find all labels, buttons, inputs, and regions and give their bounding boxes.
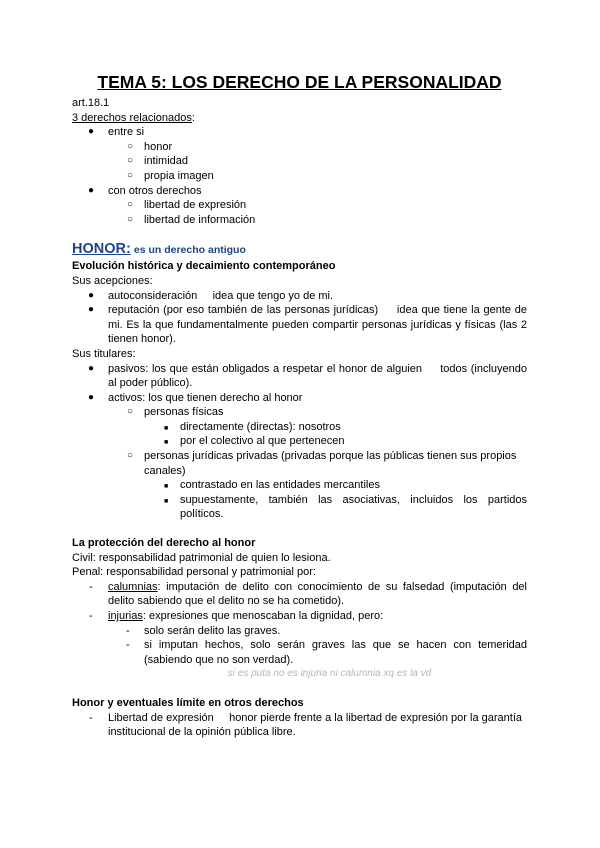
circle-bullet-icon: ○ — [127, 199, 134, 211]
circle-bullet-icon: ○ — [127, 213, 134, 225]
dash-bullet-icon: - — [89, 580, 93, 593]
circle-bullet-icon: ○ — [127, 450, 134, 462]
document-page — [72, 72, 531, 740]
bullet-icon: ● — [88, 362, 95, 374]
list-item — [72, 478, 527, 493]
dash-bullet-icon: - — [89, 610, 93, 622]
list-item — [72, 154, 527, 169]
item-text: por el colectivo al que pertenecen — [180, 435, 345, 448]
item-text: intimidad — [144, 155, 189, 168]
item-text: solo serán delito las graves. — [144, 624, 281, 637]
list-item — [72, 580, 527, 609]
group-label: con otros derechos — [108, 184, 202, 197]
titulares-label: Sus titulares: — [72, 347, 136, 360]
list-item — [72, 289, 527, 304]
item-text: reputación (por eso también de las personas jurídicas) idea que tiene la gente de mi. Es la que fundamentalmente pueden compartir personas jurídicas y físicas (las 2 tienen honor). — [108, 304, 531, 346]
dash-bullet-icon: - — [126, 624, 130, 637]
honor-title: HONOR: — [72, 241, 131, 258]
circle-bullet-icon: ○ — [127, 140, 134, 152]
related-rights-heading-text: 3 derechos relacionados — [72, 111, 192, 124]
group-entre-si — [72, 125, 527, 140]
honor-heading — [72, 240, 527, 259]
circle-bullet-icon: ○ — [127, 155, 134, 167]
evolution-title: Evolución histórica y decaimiento contemporáneo — [72, 260, 336, 273]
item-text: : expresiones que menoscaban la dignidad, pero: — [142, 610, 384, 622]
item-text: libertad de expresión — [144, 199, 247, 212]
proteccion-civil: Civil: responsabilidad patrimonial de quien lo lesiona. — [72, 551, 331, 564]
honor-subtitle: es un derecho antiguo — [133, 244, 246, 257]
penal-list — [72, 580, 527, 668]
square-bullet-icon: ■ — [164, 439, 169, 447]
acepciones-label: Sus acepciones: — [72, 274, 153, 287]
document-title: TEMA 5: LOS DERECHO DE LA PERSONALIDAD — [97, 72, 502, 92]
group-otros-derechos — [72, 184, 527, 199]
item-text: propia imagen — [144, 169, 214, 182]
article-reference: art.18.1 — [72, 97, 110, 109]
list-item — [72, 624, 527, 639]
list-item — [72, 140, 527, 155]
list-item — [72, 362, 531, 391]
list-item — [72, 213, 527, 228]
item-text: : imputación de delito con conocimiento de su falsedad (imputación del delito sabiendo que el delito no se ha cometido). — [108, 580, 527, 608]
titulares-list — [72, 362, 531, 523]
margin-note: si es puta no es injuria ni calumnia xq es la vd — [227, 668, 432, 680]
list-item — [72, 638, 527, 667]
item-text: Libertad de expresión honor pierde frente a la libertad de expresión por la garantía institucional de la opinión pública libre. — [108, 711, 526, 739]
bullet-icon: ● — [88, 304, 95, 316]
item-text: activos: los que tienen derecho al honor — [108, 391, 303, 404]
item-text: libertad de información — [144, 213, 256, 226]
proteccion-title: La protección del derecho al honor — [72, 537, 256, 550]
list-item — [72, 405, 527, 420]
square-bullet-icon: ■ — [164, 483, 169, 491]
list-item — [72, 420, 527, 435]
acepciones-list — [72, 289, 531, 347]
item-text: supuestamente, también las asociativas, incluidos los partidos políticos. — [180, 493, 527, 521]
list-item — [72, 198, 527, 213]
item-text: directamente (directas): nosotros — [180, 420, 341, 433]
list-item — [72, 449, 527, 478]
related-rights-heading — [72, 111, 527, 126]
limites-list — [72, 711, 527, 740]
list-item — [72, 434, 527, 449]
square-bullet-icon: ■ — [164, 497, 169, 505]
limites-title: Honor y eventuales límite en otros derechos — [72, 696, 304, 709]
list-item — [72, 711, 527, 740]
circle-bullet-icon: ○ — [127, 169, 134, 181]
list-item — [72, 493, 527, 522]
list-item — [72, 609, 527, 624]
related-rights-colon: : — [191, 111, 195, 124]
dash-bullet-icon: - — [89, 711, 93, 724]
bullet-icon: ● — [88, 289, 95, 301]
list-item — [72, 303, 531, 347]
group-label: entre si — [108, 126, 145, 139]
calumnias-term: calumnias — [108, 580, 158, 593]
list-item — [72, 391, 527, 406]
item-text: personas físicas — [144, 406, 224, 419]
dash-bullet-icon: - — [126, 639, 130, 652]
item-text: pasivos: los que están obligados a respetar el honor de alguien todos (incluyendo al poder público). — [108, 362, 531, 390]
injurias-term: injurias — [108, 610, 143, 622]
item-text: contrastado en las entidades mercantiles — [180, 479, 380, 492]
item-text: si imputan hechos, solo serán graves las que se hacen con temeridad (sabiendo que no son verdad). — [144, 639, 527, 666]
bullet-icon: ● — [88, 184, 95, 196]
item-text: autoconsideración idea que tengo yo de mi. — [108, 289, 334, 302]
item-text: personas jurídicas privadas (privadas porque las públicas tienen sus propios canales) — [144, 450, 517, 477]
bullet-icon: ● — [88, 126, 95, 138]
list-item — [72, 169, 527, 184]
square-bullet-icon: ■ — [164, 424, 169, 432]
proteccion-penal: Penal: responsabilidad personal y patrimonial por: — [72, 566, 316, 579]
circle-bullet-icon: ○ — [127, 406, 134, 418]
item-text: honor — [144, 140, 173, 153]
bullet-icon: ● — [88, 391, 95, 403]
related-rights-list — [72, 125, 527, 227]
